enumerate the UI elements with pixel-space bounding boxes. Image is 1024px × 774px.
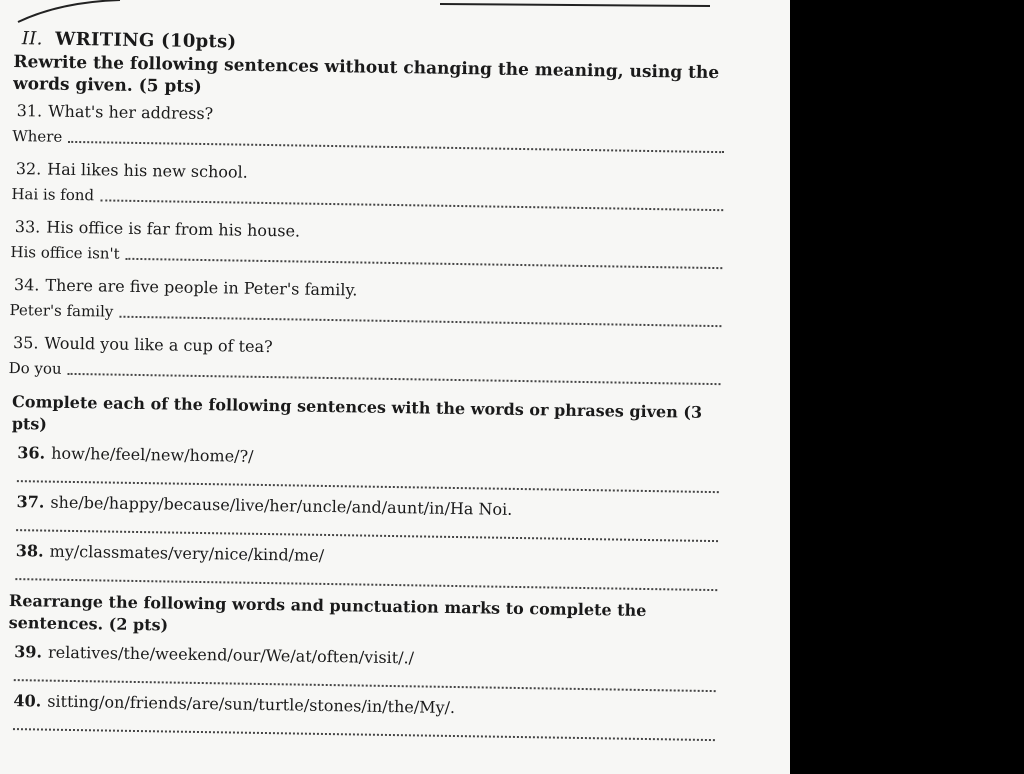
question-number: 33. xyxy=(14,217,41,237)
word-prompt: my/classmates/very/nice/kind/me/ xyxy=(49,541,325,565)
worksheet-content xyxy=(3,28,726,751)
part1-item-35 xyxy=(9,333,722,388)
question-text: Hai likes his new school. xyxy=(47,159,248,182)
dotted-line xyxy=(100,187,723,211)
question-number: 32. xyxy=(15,159,42,179)
part1-item-32 xyxy=(11,159,724,214)
question-number: 34. xyxy=(13,275,40,295)
section-number: II. xyxy=(21,28,43,50)
answer-lead: Do you xyxy=(8,358,62,378)
part2-instruction: Complete each of the following sentences with the words or phrases given (3 pts) xyxy=(11,392,703,434)
question-number: 40. xyxy=(13,691,42,711)
part1-item-34 xyxy=(9,275,722,330)
part1-item-31 xyxy=(12,101,725,156)
word-prompt: she/be/happy/because/live/her/uncle/and/aunt/in/Ha Noi. xyxy=(50,492,513,519)
question-text: His office is far from his house. xyxy=(46,217,301,241)
section-title: WRITING (10pts) xyxy=(55,28,237,53)
answer-lead: His office isn't xyxy=(10,242,120,263)
question-number: 31. xyxy=(16,101,43,121)
question-number: 37. xyxy=(16,492,45,512)
dotted-line xyxy=(119,304,721,327)
answer-lead: Where xyxy=(12,126,63,146)
part1-item-33 xyxy=(10,217,723,272)
dotted-line xyxy=(68,361,721,385)
question-number: 35. xyxy=(12,333,39,353)
question-number: 39. xyxy=(14,642,43,662)
word-prompt: relatives/the/weekend/our/We/at/often/visit/./ xyxy=(47,642,415,668)
word-prompt: sitting/on/friends/are/sun/turtle/stones/in/the/My/. xyxy=(47,691,456,718)
question-number: 38. xyxy=(15,541,44,561)
question-text: What's her address? xyxy=(48,101,214,124)
question-text: Would you like a cup of tea? xyxy=(44,333,273,357)
word-prompt: how/he/feel/new/home/?/ xyxy=(51,443,254,466)
dotted-line xyxy=(126,246,723,269)
part3-instruction: Rearrange the following words and punctuation marks to complete the sentences. (2 pts) xyxy=(8,590,647,635)
question-text: There are five people in Peter's family. xyxy=(45,275,358,300)
dotted-line xyxy=(68,129,724,153)
answer-lead: Hai is fond xyxy=(11,184,95,205)
part1-instruction: Rewrite the following sentences without changing the meaning, using the words given. (5 pts) xyxy=(12,51,720,97)
background-dark-area xyxy=(790,0,1024,774)
question-number: 36. xyxy=(17,443,46,463)
answer-lead: Peter's family xyxy=(9,300,114,321)
